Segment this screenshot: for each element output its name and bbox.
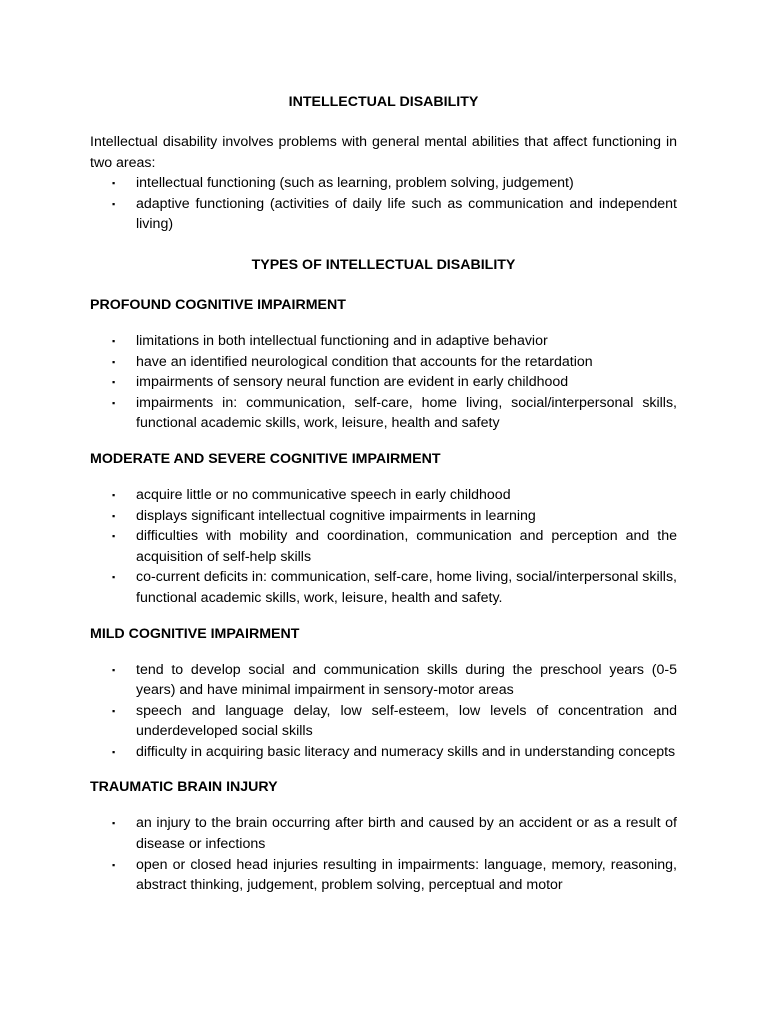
list-item-text: an injury to the brain occurring after birth and caused by an accident or as a result of disease or infections [136, 815, 677, 853]
list-item [90, 173, 677, 194]
list-item-text: difficulties with mobility and coordination, communication and perception and the acquisition of self-help skills [136, 528, 677, 565]
square-bullet-icon: ▪ [112, 335, 116, 346]
section-heading-profound: PROFOUND COGNITIVE IMPAIRMENT [90, 296, 346, 313]
list-item [90, 393, 677, 434]
list-item-text: impairments in: communication, self-care, home living, social/interpersonal skills, functional academic skills, work, leisure, health and safety [136, 394, 677, 432]
list-item [90, 352, 677, 373]
intro-paragraph: Intellectual disability involves problems with general mental abilities that affect functioning in two areas: [90, 134, 677, 171]
intro-bullet-list [90, 173, 677, 235]
moderate-severe-bullet-list [90, 485, 677, 609]
list-item-text: intellectual functioning (such as learning, problem solving, judgement) [136, 175, 574, 192]
square-bullet-icon: ▪ [112, 178, 116, 189]
list-item-text: open or closed head injuries resulting in impairments: language, memory, reasoning, abstract thinking, judgement, problem solving, perceptual and motor [136, 856, 677, 894]
square-bullet-icon: ▪ [112, 356, 116, 367]
square-bullet-icon: ▪ [112, 664, 116, 675]
list-item [90, 855, 677, 896]
mild-bullet-list [90, 660, 677, 763]
square-bullet-icon: ▪ [112, 746, 116, 757]
types-title: TYPES OF INTELLECTUAL DISABILITY [251, 256, 516, 273]
list-item [90, 331, 677, 352]
square-bullet-icon: ▪ [112, 705, 116, 716]
list-item-text: have an identified neurological condition that accounts for the retardation [136, 353, 593, 370]
square-bullet-icon: ▪ [112, 510, 116, 521]
list-item-text: speech and language delay, low self-esteem, low levels of concentration and underdeveloped social skills [136, 702, 677, 740]
list-item-text: tend to develop social and communication skills during the preschool years (0-5 years) and have minimal impairment in sensory-motor areas [136, 661, 677, 699]
list-item [90, 567, 677, 608]
square-bullet-icon: ▪ [112, 531, 116, 542]
list-item-text: displays significant intellectual cognitive impairments in learning [136, 507, 536, 524]
profound-bullet-list [90, 331, 677, 434]
list-item-text: co-current deficits in: communication, self-care, home living, social/interpersonal skills, functional academic skills, work, leisure, health and safety. [136, 569, 677, 606]
list-item-text: adaptive functioning (activities of daily life such as communication and independent living) [136, 195, 677, 233]
list-item [90, 660, 677, 701]
square-bullet-icon: ▪ [112, 818, 116, 829]
tbi-bullet-list [90, 813, 677, 895]
document-title: INTELLECTUAL DISABILITY [288, 94, 479, 110]
list-item [90, 372, 677, 393]
list-item [90, 701, 677, 742]
list-item [90, 742, 677, 763]
square-bullet-icon: ▪ [112, 572, 116, 583]
square-bullet-icon: ▪ [112, 859, 116, 870]
list-item [90, 526, 677, 567]
square-bullet-icon: ▪ [112, 377, 116, 388]
list-item [90, 194, 677, 235]
square-bullet-icon: ▪ [112, 397, 116, 408]
section-heading-mild: MILD COGNITIVE IMPAIRMENT [90, 625, 300, 642]
list-item [90, 485, 677, 506]
square-bullet-icon: ▪ [112, 489, 116, 500]
list-item-text: difficulty in acquiring basic literacy and numeracy skills and in understanding concepts [136, 743, 676, 760]
list-item-text: limitations in both intellectual functioning and in adaptive behavior [136, 332, 548, 349]
square-bullet-icon: ▪ [112, 198, 116, 209]
list-item-text: impairments of sensory neural function are evident in early childhood [136, 374, 569, 391]
section-heading-moderate-severe: MODERATE AND SEVERE COGNITIVE IMPAIRMENT [90, 450, 441, 467]
list-item-text: acquire little or no communicative speech in early childhood [136, 486, 511, 503]
list-item [90, 506, 677, 527]
section-heading-traumatic-brain-injury: TRAUMATIC BRAIN INJURY [90, 779, 278, 796]
list-item [90, 813, 677, 854]
